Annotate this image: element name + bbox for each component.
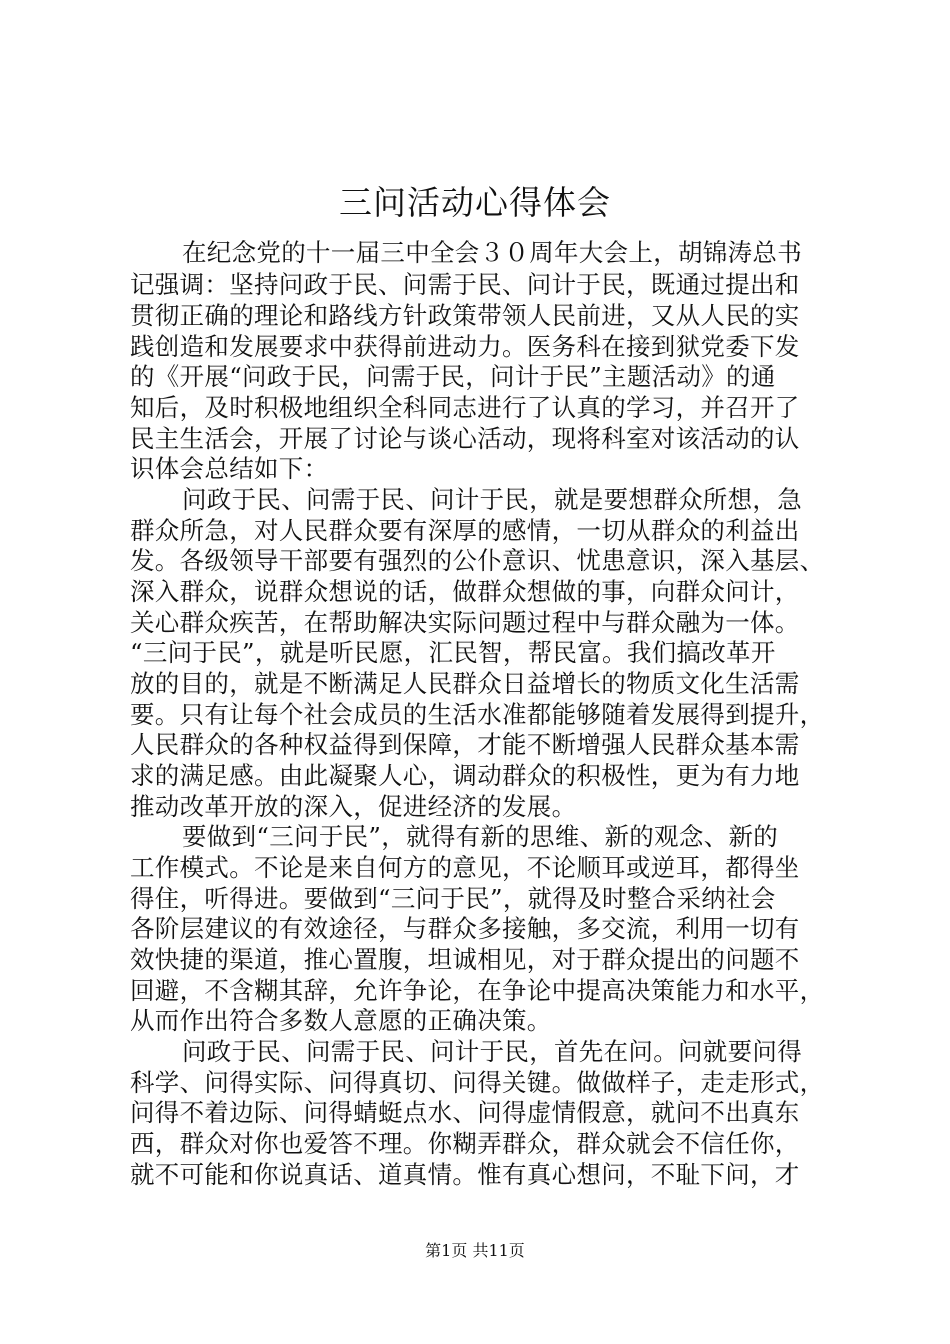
text-line: 要。只有让每个社会成员的生活水准都能够随着发展得到提升， [130, 700, 825, 729]
text-line: 人民群众的各种权益得到保障，才能不断增强人民群众基本需 [130, 730, 800, 759]
text-line: 在纪念党的十一届三中全会３０周年大会上，胡锦涛总书 [182, 238, 802, 267]
text-line: 各阶层建议的有效途径，与群众多接触，多交流，利用一切有 [130, 914, 800, 943]
text-line: 得住，听得进。要做到“三问于民”，就得及时整合采纳社会 [130, 884, 776, 913]
text-line: 问政于民、问需于民、问计于民，首先在问。问就要问得 [182, 1037, 802, 1066]
text-line: 西，群众对你也爱答不理。你糊弄群众，群众就会不信任你， [130, 1129, 800, 1158]
text-line: 践创造和发展要求中获得前进动力。医务科在接到狱党委下发 [130, 332, 800, 361]
text-line: 知后，及时积极地组织全科同志进行了认真的学习，并召开了 [130, 393, 800, 422]
text-line: 放的目的，就是不断满足人民群众日益增长的物质文化生活需 [130, 669, 800, 698]
text-line: 发。各级领导干部要有强烈的公仆意识、忧患意识，深入基层、 [130, 546, 825, 575]
text-line: 工作模式。不论是来自何方的意见，不论顺耳或逆耳，都得坐 [130, 853, 800, 882]
text-line: 的《开展“问政于民，问需于民，问计于民”主题活动》的通 [130, 362, 776, 391]
text-line: 问政于民、问需于民、问计于民，就是要想群众所想，急 [182, 485, 802, 514]
text-line: 效快捷的渠道，推心置腹，坦诚相见，对于群众提出的问题不 [130, 945, 800, 974]
text-line: 记强调：坚持问政于民、问需于民、问计于民，既通过提出和 [130, 270, 800, 299]
text-line: 群众所急，对人民群众要有深厚的感情，一切从群众的利益出 [130, 516, 800, 545]
text-line: 求的满足感。由此凝聚人心，调动群众的积极性，更为有力地 [130, 761, 800, 790]
text-line: 推动改革开放的深入，促进经济的发展。 [130, 792, 577, 821]
text-line: 深入群众，说群众想说的话，做群众想做的事，向群众问计， [130, 577, 800, 606]
text-line: 要做到“三问于民”，就得有新的思维、新的观念、新的 [182, 822, 779, 851]
text-line: 回避，不含糊其辞，允许争论，在争论中提高决策能力和水平， [130, 976, 825, 1005]
document-title: 三问活动心得体会 [339, 183, 611, 222]
page-number: 第1页 共11页 [425, 1241, 525, 1260]
text-line: 民主生活会，开展了讨论与谈心活动，现将科室对该活动的认 [130, 424, 800, 453]
text-line: “三问于民”，就是听民愿，汇民智，帮民富。我们搞改革开 [130, 638, 776, 667]
text-line: 从而作出符合多数人意愿的正确决策。 [130, 1006, 552, 1035]
text-line: 关心群众疾苦，在帮助解决实际问题过程中与群众融为一体。 [130, 608, 800, 637]
text-line: 科学、问得实际、问得真切、问得关键。做做样子，走走形式， [130, 1068, 825, 1097]
text-line: 问得不着边际、问得蜻蜓点水、问得虚情假意，就问不出真东 [130, 1098, 800, 1127]
text-line: 就不可能和你说真话、道真情。惟有真心想问，不耻下问，才 [130, 1160, 800, 1189]
text-line: 贯彻正确的理论和路线方针政策带领人民前进，又从人民的实 [130, 301, 800, 330]
text-line: 识体会总结如下： [130, 454, 329, 483]
